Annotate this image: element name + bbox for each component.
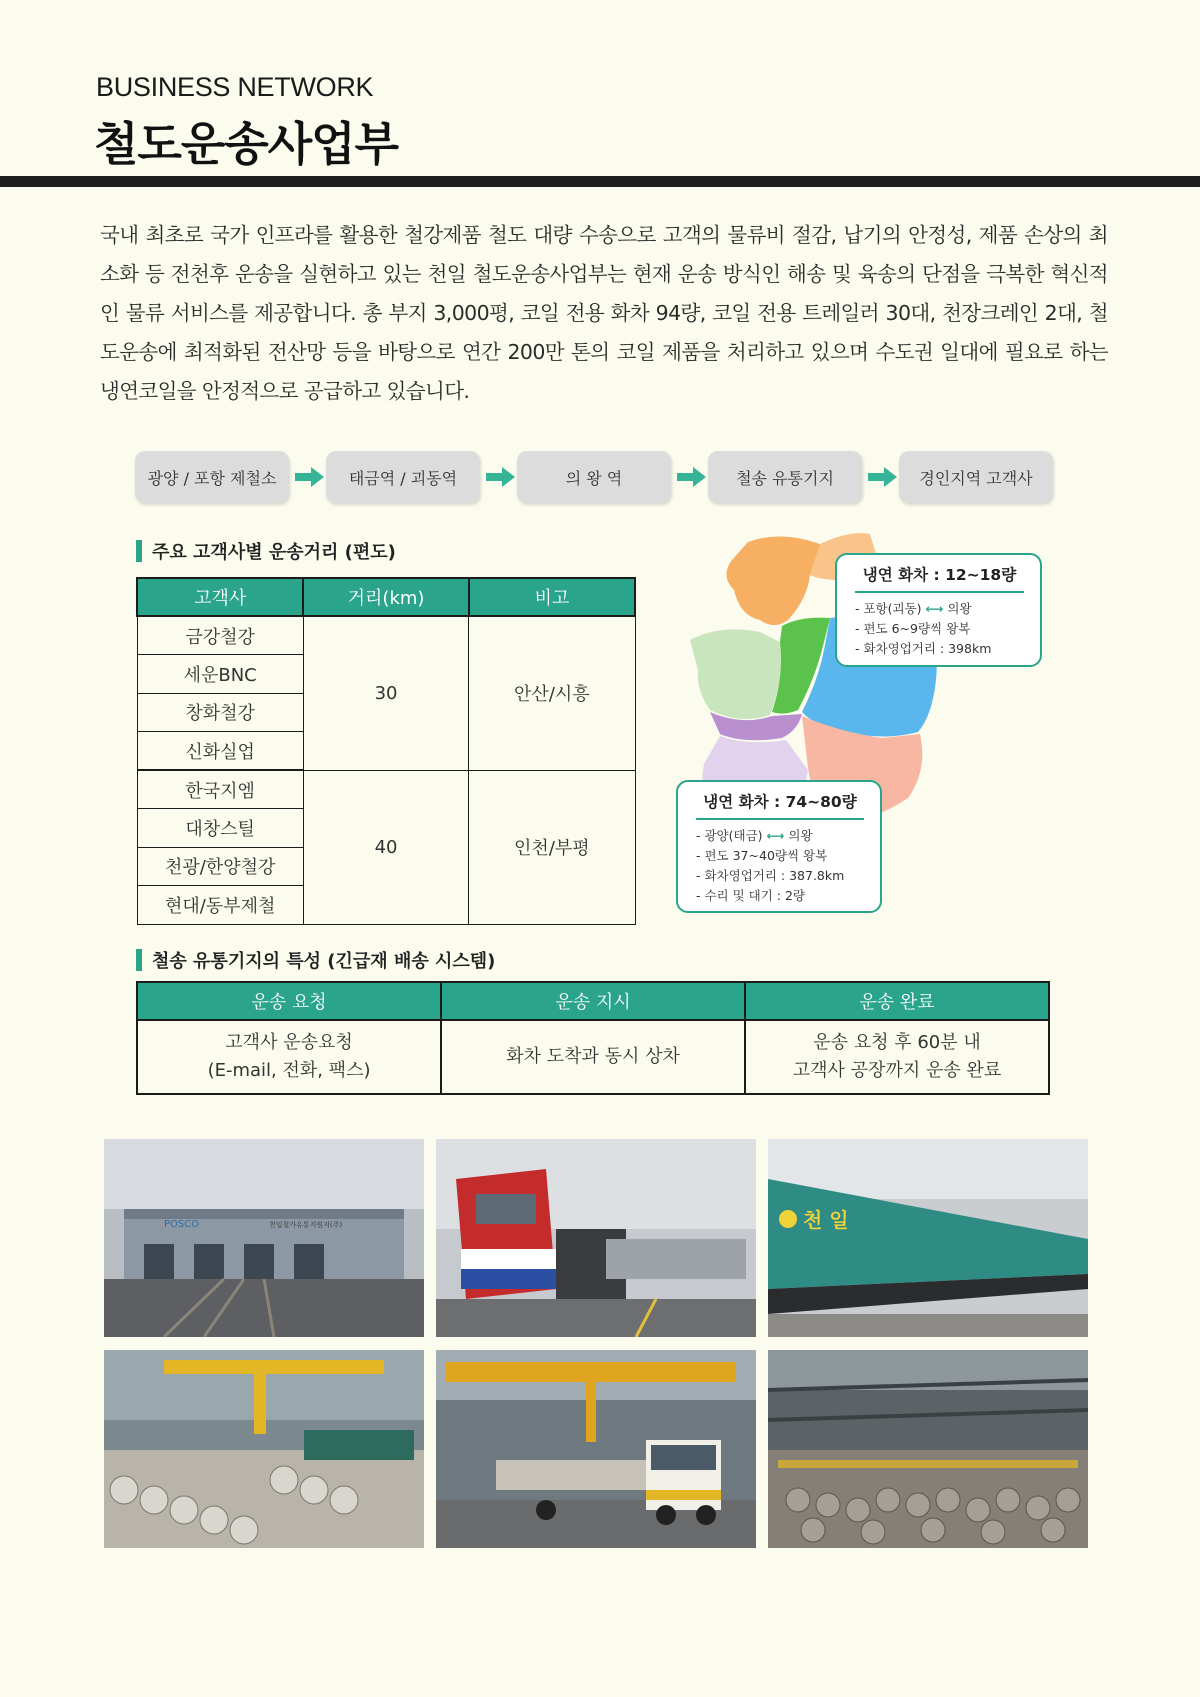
map-region-chungnam — [690, 629, 781, 719]
instruction-cell: 화차 도착과 동시 상차 — [441, 1020, 745, 1094]
photo-coil-warehouse — [768, 1350, 1088, 1548]
header-subtitle: BUSINESS NETWORK — [96, 72, 374, 102]
flow-step-base: 철송 유통기지 — [708, 451, 862, 503]
flow-step-customers: 경인지역 고객사 — [899, 451, 1053, 503]
flow-step-steelworks: 광양 / 포항 제철소 — [135, 451, 289, 503]
customer-cell: 천광/한양철강 — [137, 847, 303, 886]
svg-text:POSCO: POSCO — [164, 1219, 200, 1230]
svg-text:천 일: 천 일 — [803, 1208, 849, 1232]
bidirectional-arrow-icon: ⟷ — [925, 601, 944, 616]
intro-paragraph: 국내 최초로 국가 인프라를 활용한 철강제품 철도 대량 수송으로 고객의 물류비 절감, 납기의 안정성, 제품 손상의 최소화 등 전천후 운송을 실현하고 있는 천일 철도운송사업부는 현재 운송 방식인 해송 및 육송의 단점을 극복한 혁신적인 물류 서비스를 제공합니다. 총 부지 3,000평, 코일 전용 화차 94량, 코일 전용 트레일러 30대, 천장크레인 2대, 철도운송에 최적화된 전산망 등을 바탕으로 연간 200만 톤의 코일 제품을 처리하고 있으며 수도권 일대에 필요로 하는 냉연코일을 안정적으로 공급하고 있습니다. — [100, 223, 1108, 403]
completion-cell: 운송 요청 후 60분 내 고객사 공장까지 운송 완료 — [745, 1020, 1049, 1094]
photo-posco-warehouse — [104, 1139, 424, 1337]
emergency-delivery-table — [136, 981, 1050, 1095]
section-title-emergency: 철송 유통기지의 특성 (긴급재 배송 시스템) — [136, 947, 495, 973]
distance-cell: 30 — [303, 616, 468, 770]
request-cell: 고객사 운송요청 (E-mail, 전화, 팩스) — [137, 1020, 441, 1094]
note-cell: 안산/시흥 — [469, 616, 635, 770]
section-marker — [136, 949, 142, 971]
table-header: 운송 요청 — [137, 982, 441, 1020]
callout-pohang — [835, 553, 1042, 667]
section-marker — [136, 540, 142, 562]
callout-line: - 화차영업거리 : 387.8km — [696, 868, 845, 883]
table-row — [137, 616, 635, 655]
transport-flow — [135, 451, 1055, 503]
table-header: 운송 완료 — [745, 982, 1049, 1020]
photo-locomotive — [436, 1139, 756, 1337]
customer-cell: 신화실업 — [137, 732, 303, 771]
page-title: 철도운송사업부 — [94, 117, 399, 171]
customer-cell: 창화철강 — [137, 693, 303, 732]
customer-cell: 금강철강 — [137, 616, 303, 655]
callout-line: - 편도 37~40량씩 왕복 — [696, 848, 828, 863]
distance-table — [136, 577, 636, 925]
header-divider — [0, 176, 1200, 187]
callout-title: 냉연 화차 : 74~80량 — [696, 792, 864, 820]
customer-cell: 세운BNC — [137, 655, 303, 694]
bidirectional-arrow-icon: ⟷ — [766, 828, 785, 843]
arrow-right-icon — [677, 465, 707, 489]
customer-cell: 현대/동부제철 — [137, 886, 303, 925]
svg-text:천일철가유통지원지(주): 천일철가유통지원지(주) — [269, 1221, 343, 1229]
photo-crane-truck — [436, 1350, 756, 1548]
customer-cell: 대창스틸 — [137, 809, 303, 848]
callout-line: - 수리 및 대기 : 2량 — [696, 888, 805, 903]
note-cell: 인천/부평 — [469, 770, 635, 924]
table-header: 고객사 — [137, 578, 303, 616]
callout-title: 냉연 화차 : 12~18량 — [855, 565, 1024, 593]
flow-step-uiwang: 의 왕 역 — [517, 451, 671, 503]
customer-cell: 한국지엠 — [137, 770, 303, 809]
callout-line: - 포항(괴동) ⟷ 의왕 — [855, 601, 972, 616]
table-row — [137, 770, 635, 809]
callout-line: - 편도 6~9량씩 왕복 — [855, 621, 971, 636]
section-title-distance: 주요 고객사별 운송거리 (편도) — [136, 538, 396, 564]
callout-line: - 화차영업거리 : 398km — [855, 641, 992, 656]
arrow-right-icon — [295, 465, 325, 489]
distance-cell: 40 — [303, 770, 468, 924]
arrow-right-icon — [868, 465, 898, 489]
table-header: 운송 지시 — [441, 982, 745, 1020]
photo-green-rail-cars — [768, 1139, 1088, 1337]
flow-step-stations: 태금역 / 괴동역 — [326, 451, 480, 503]
table-header: 거리(km) — [303, 578, 468, 616]
table-row — [137, 1020, 1049, 1094]
photo-coil-yard-crane — [104, 1350, 424, 1548]
arrow-right-icon — [486, 465, 516, 489]
callout-line: - 광양(태금) ⟷ 의왕 — [696, 828, 813, 843]
table-header: 비고 — [469, 578, 635, 616]
callout-gwangyang — [676, 780, 882, 913]
